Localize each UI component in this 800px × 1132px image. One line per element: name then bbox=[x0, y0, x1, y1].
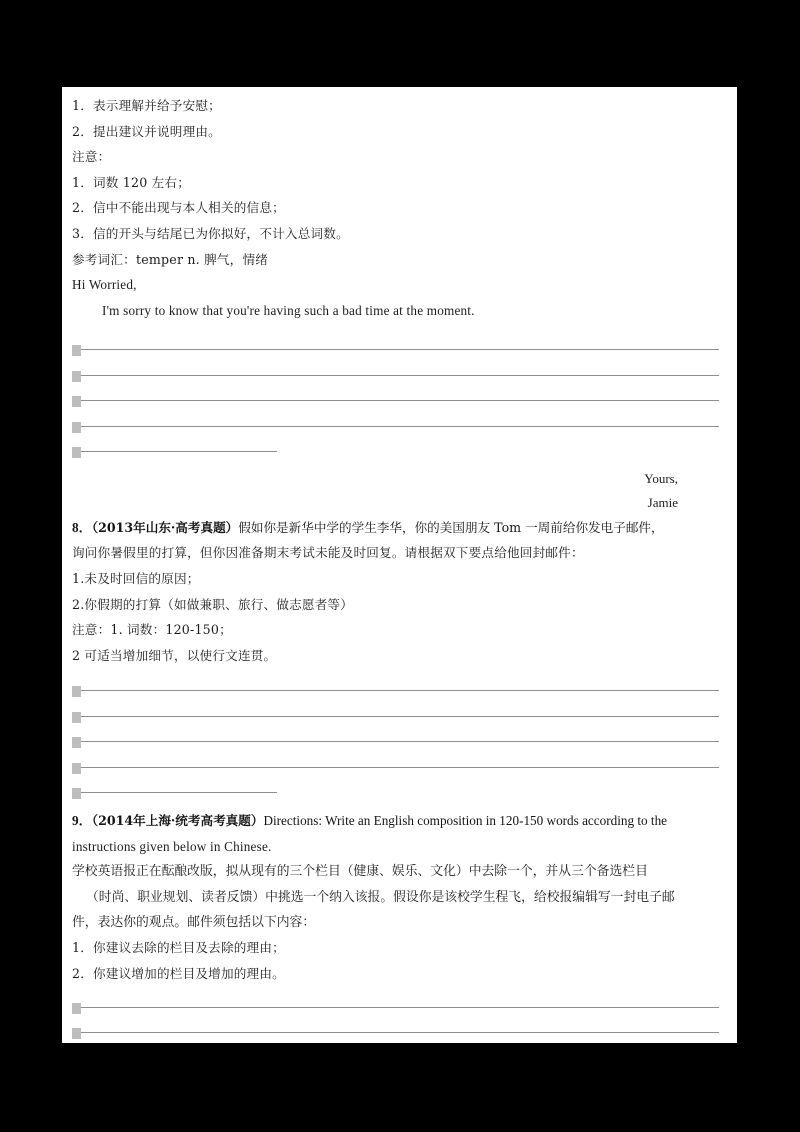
line-rule bbox=[81, 716, 719, 717]
question-9-body-line-2: （时尚、职业规划、读者反馈）中挑选一个纳入该报。假设你是该校学生程飞，给校报编辑写一封电子邮 bbox=[86, 889, 675, 905]
line-rule bbox=[81, 690, 719, 691]
notice-item-2: 2．信中不能出现与本人相关的信息； bbox=[72, 200, 285, 216]
writing-line[interactable] bbox=[72, 680, 723, 706]
line-rule bbox=[81, 400, 719, 401]
writing-line-short[interactable] bbox=[72, 782, 723, 808]
notice-item-1: 1．词数 120 左右； bbox=[72, 174, 191, 190]
line-marker-icon bbox=[72, 763, 81, 774]
writing-line[interactable] bbox=[72, 390, 723, 416]
notice-label: 注意： bbox=[72, 149, 111, 165]
writing-line[interactable] bbox=[72, 706, 723, 732]
line-marker-icon bbox=[72, 345, 81, 356]
spacer bbox=[72, 987, 723, 995]
line-marker-icon bbox=[72, 396, 81, 407]
line-marker-icon bbox=[72, 686, 81, 697]
line-marker-icon bbox=[72, 1003, 81, 1014]
question-9-directions-line-1: Directions: Write an English composition in 120-150 words according to the bbox=[263, 812, 668, 828]
line-marker-icon bbox=[72, 737, 81, 748]
line-marker-icon bbox=[72, 712, 81, 723]
writing-line[interactable] bbox=[72, 731, 723, 757]
letter-salutation: Hi Worried, bbox=[72, 277, 137, 293]
requirement-item-1: 1．表示理解并给予安慰； bbox=[72, 98, 221, 113]
line-rule bbox=[81, 1032, 719, 1033]
answer-area-3 bbox=[72, 997, 723, 1044]
writing-line-short[interactable] bbox=[72, 441, 723, 467]
line-rule bbox=[81, 767, 719, 768]
writing-line[interactable] bbox=[72, 997, 723, 1023]
question-9-body-line-3: 件，表达你的观点。邮件须包括以下内容： bbox=[72, 914, 316, 930]
question-8-notice-1: 注意：1. 词数：120-150； bbox=[72, 622, 232, 638]
answer-area-1 bbox=[72, 339, 723, 467]
question-9-directions-line-2: instructions given below in Chinese. bbox=[72, 838, 272, 854]
question-9-source-tag: （2014年上海·统考高考真题） bbox=[91, 812, 264, 828]
letter-opening-sentence: I'm sorry to know that you're having such a bad time at the moment. bbox=[102, 302, 475, 318]
vocabulary-line: 参考词汇：temper n. 脾气，情绪 bbox=[72, 251, 269, 267]
question-8-heading bbox=[72, 515, 723, 541]
answer-area-2 bbox=[72, 680, 723, 808]
question-8-body-line-1: 假如你是新华中学的学生李华，你的美国朋友 Tom 一周前给你发电子邮件， bbox=[238, 519, 664, 535]
line-rule bbox=[81, 426, 719, 427]
question-8-number: 8． bbox=[72, 519, 92, 535]
question-8-point-2: 2.你假期的打算（如做兼职、旅行、做志愿者等） bbox=[72, 596, 354, 612]
line-rule bbox=[81, 741, 719, 742]
line-rule bbox=[81, 375, 719, 376]
question-9-point-1: 1．你建议去除的栏目及去除的理由； bbox=[72, 940, 285, 956]
page-content bbox=[62, 93, 737, 1043]
document-page bbox=[62, 87, 737, 1043]
line-rule bbox=[81, 1007, 719, 1008]
question-8-notice-2: 2 可适当增加细节，以使行文连贯。 bbox=[72, 647, 277, 663]
line-rule bbox=[81, 451, 277, 452]
spacer bbox=[72, 668, 723, 678]
question-8-point-1: 1.未及时回信的原因； bbox=[72, 571, 200, 587]
question-9-heading bbox=[72, 808, 723, 834]
question-9-body-line-1: 学校英语报正在酝酿改版，拟从现有的三个栏目（健康、娱乐、文化）中去除一个，并从三个备选栏目 bbox=[72, 864, 648, 880]
line-rule bbox=[81, 349, 719, 350]
signature-closing: Yours, bbox=[644, 470, 678, 486]
line-marker-icon bbox=[72, 1028, 81, 1039]
spacer bbox=[72, 323, 723, 337]
signature-name: Jamie bbox=[647, 494, 678, 510]
question-8-source-tag: （2013年山东·高考真题） bbox=[91, 519, 239, 535]
requirement-item-2: 2．提出建议并说明理由。 bbox=[72, 123, 221, 139]
question-8-body-line-2: 询问你暑假里的打算，但你因准备期末考试未能及时回复。请根据双下要点给他回封邮件： bbox=[72, 545, 584, 561]
line-marker-icon bbox=[72, 371, 81, 382]
writing-line[interactable] bbox=[72, 365, 723, 391]
writing-line[interactable] bbox=[72, 757, 723, 783]
notice-item-3: 3．信的开头与结尾已为你拟好，不计入总词数。 bbox=[72, 225, 349, 241]
writing-line[interactable] bbox=[72, 1022, 723, 1043]
writing-line[interactable] bbox=[72, 339, 723, 365]
writing-line[interactable] bbox=[72, 416, 723, 442]
line-marker-icon bbox=[72, 447, 81, 458]
question-9-number: 9． bbox=[72, 812, 92, 828]
line-marker-icon bbox=[72, 422, 81, 433]
line-rule bbox=[81, 792, 277, 793]
question-9-point-2: 2．你建议增加的栏目及增加的理由。 bbox=[72, 965, 285, 981]
line-marker-icon bbox=[72, 788, 81, 799]
